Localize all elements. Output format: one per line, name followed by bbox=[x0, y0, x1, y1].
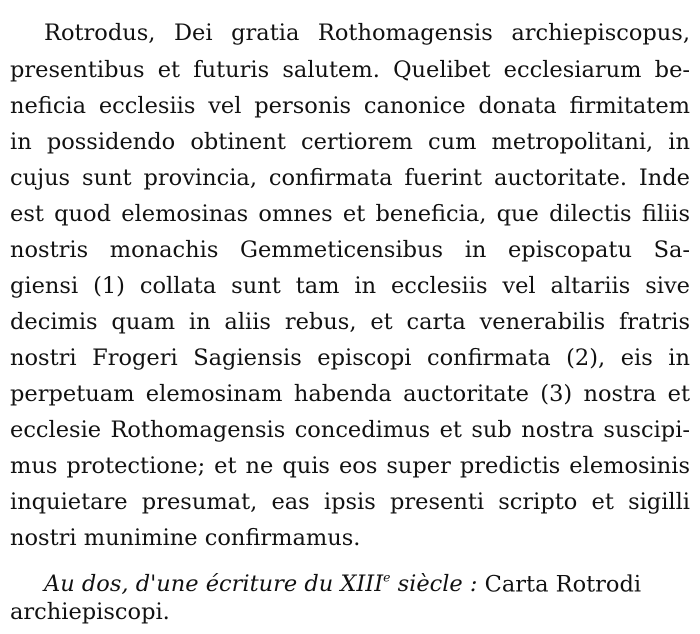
endorsement-text: Carta Rotrodi bbox=[477, 571, 642, 598]
text-line-11: perpetuam elemosinam habenda auctoritate (3) nostra et bbox=[10, 381, 690, 407]
text-line-5: cujus sunt provincia, confirmata fuerint auctoritate. Inde bbox=[10, 165, 690, 191]
text-line-9: decimis quam in aliis rebus, et carta venerabilis fratris bbox=[10, 309, 690, 335]
text-line-6: est quod elemosinas omnes et beneficia, que dilectis filiis bbox=[10, 201, 690, 227]
endorsement-intro: Au dos, d'une écriture du XIIIe siècle : bbox=[44, 571, 478, 598]
text-line-3: neficia ecclesiis vel personis canonice donata firmitatem bbox=[10, 93, 690, 119]
text-line-13: mus protectione; et ne quis eos super predictis elemosinis bbox=[10, 453, 690, 479]
endorsement-line-1 bbox=[44, 562, 642, 598]
text-line-10: nostri Frogeri Sagiensis episcopi confirmata (2), eis in bbox=[10, 345, 690, 371]
text-line-1: Rotrodus, Dei gratia Rothomagensis archiepiscopus, bbox=[44, 20, 690, 46]
text-line-15: nostri munimine confirmamus. bbox=[10, 525, 361, 551]
endorsement-line-2: archiepiscopi. bbox=[10, 599, 170, 625]
text-line-7: nostris monachis Gemmeticensibus in episcopatu Sa- bbox=[10, 237, 690, 263]
text-line-2: presentibus et futuris salutem. Quelibet ecclesiarum be- bbox=[10, 57, 690, 83]
text-line-8: giensi (1) collata sunt tam in ecclesiis vel altariis sive bbox=[10, 273, 690, 299]
text-line-14: inquietare presumat, eas ipsis presenti scripto et sigilli bbox=[10, 489, 690, 515]
text-line-12: ecclesie Rothomagensis concedimus et sub nostra suscipi- bbox=[10, 417, 690, 443]
text-line-4: in possidendo obtinent certiorem cum metropolitani, in bbox=[10, 129, 690, 155]
